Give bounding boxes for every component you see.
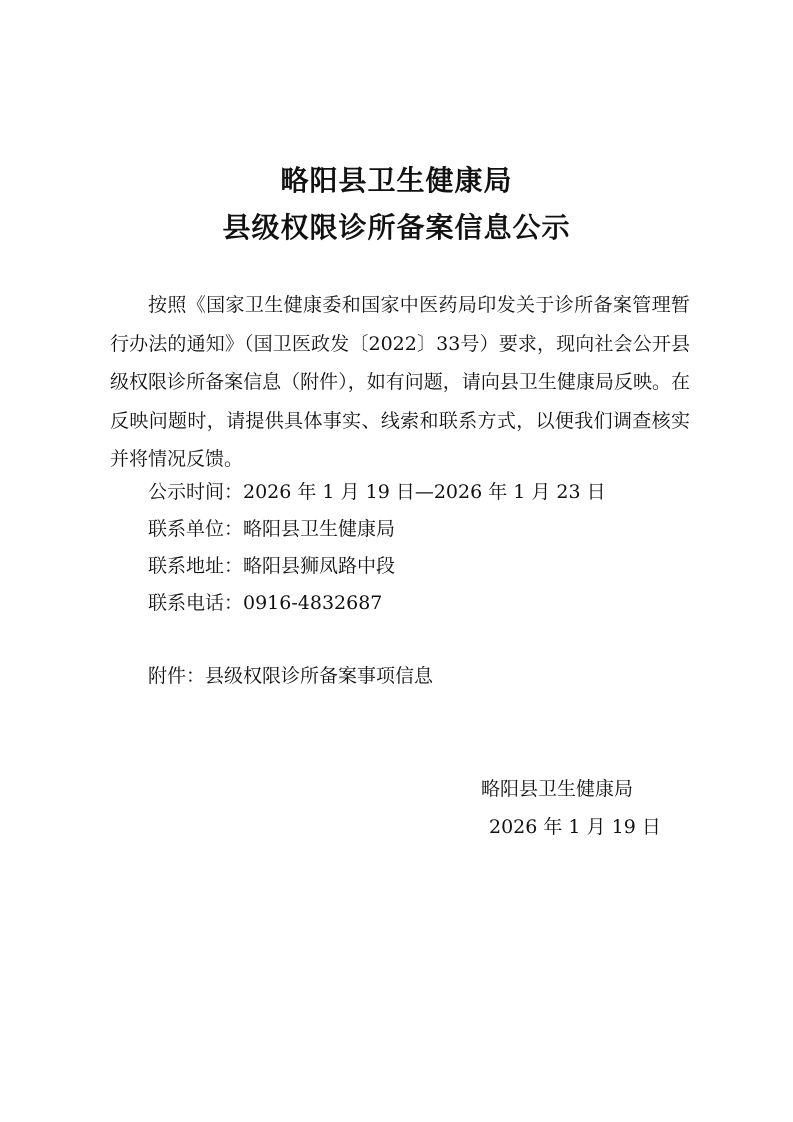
signature-organization: 略阳县卫生健康局 — [481, 778, 634, 800]
notice-paragraph: 按照《国家卫生健康委和国家中医药局印发关于诊所备案管理暂行办法的通知》（国卫医政发〔2022〕33号）要求，现向社会公开县级权限诊所备案信息（附件），如有问题，请向县卫生健康局反映。在反映问题时，请提供具体事实、线索和联系方式，以便我们调查核实并将情况反馈。 — [110, 294, 690, 470]
attachment-label: 附件：县级权限诊所备案事项信息 — [148, 665, 434, 687]
title-line-1: 略阳县卫生健康局 — [280, 164, 513, 197]
contact-address: 联系地址：略阳县狮凤路中段 — [148, 555, 396, 577]
title-line-2: 县级权限诊所备案信息公示 — [222, 211, 571, 244]
signature-date: 2026 年 1 月 19 日 — [489, 816, 661, 838]
contact-phone: 联系电话：0916-4832687 — [148, 592, 383, 614]
contact-unit: 联系单位：略阳县卫生健康局 — [148, 518, 396, 540]
publicity-time: 公示时间：2026 年 1 月 19 日—2026 年 1 月 23 日 — [148, 481, 606, 503]
